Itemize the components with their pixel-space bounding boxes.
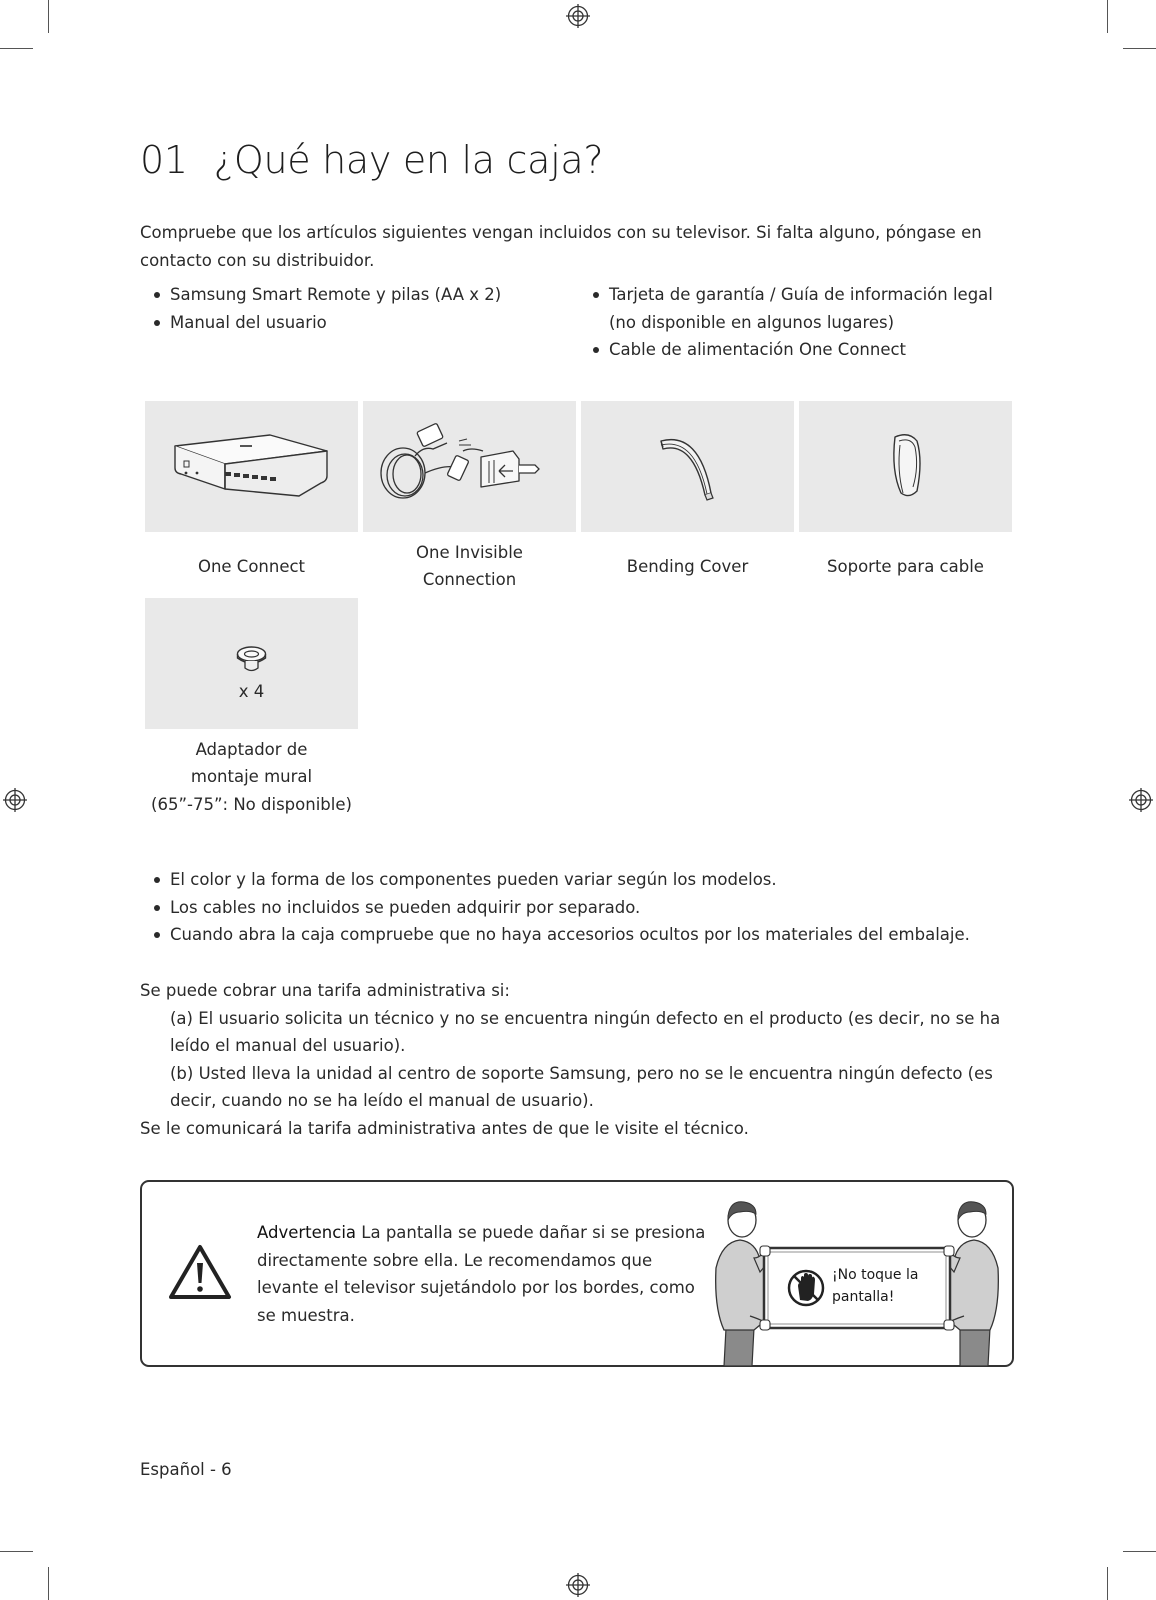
crop-mark [1123, 1551, 1156, 1552]
accessory-image [145, 401, 358, 532]
warning-heading: Advertencia [257, 1223, 357, 1242]
no-touch-icon [789, 1271, 823, 1305]
crop-mark [48, 1567, 49, 1600]
accessory-image [145, 598, 358, 729]
registration-mark-icon [3, 788, 27, 812]
registration-mark-icon [1129, 788, 1153, 812]
crop-mark [1107, 1567, 1108, 1600]
warning-body: La pantalla se puede dañar si se presiona directamente sobre ella. Le recomendamos que levante el televisor sujetándolo por los bordes, como se muestra. [257, 1223, 706, 1325]
fee-item-a: (a) El usuario solicita un técnico y no se encuentra ningún defecto en el producto (es decir, no se ha leído el manual del usuario). [170, 1008, 1001, 1055]
list-item: El color y la forma de los componentes pueden variar según los modelos. [140, 866, 1040, 894]
warning-text [257, 1219, 707, 1329]
fee-closing: Se le comunicará la tarifa administrativa antes de que le visite el técnico. [140, 1118, 749, 1138]
page-footer: Español - 6 [140, 1460, 232, 1479]
section-number: 01 [140, 138, 188, 182]
registration-mark-icon [566, 4, 590, 28]
list-item: Tarjeta de garantía / Guía de información legal (no disponible en algunos lugares) [579, 281, 1019, 336]
accessory-label: Soporte para cable [827, 557, 984, 576]
callout-line: pantalla! [832, 1289, 895, 1305]
accessory-label: Adaptador de montaje mural [190, 740, 313, 786]
crop-mark [0, 48, 33, 49]
accessory-label: One Invisible Connection [416, 543, 523, 589]
page-title [140, 138, 603, 182]
one-connect-box-icon [145, 401, 358, 532]
crop-mark [0, 1551, 33, 1552]
accessory-note: (65”-75”: No disponible) [151, 795, 352, 814]
section-title: ¿Qué hay en la caja? [213, 138, 604, 182]
intro-paragraph: Compruebe que los artículos siguientes vengan incluidos con su televisor. Si falta alguno, póngase en contacto con su distribuidor. [140, 223, 982, 270]
fee-intro: Se puede cobrar una tarifa administrativa si: [140, 981, 510, 1000]
fee-section [140, 977, 1040, 1142]
cable-icon [363, 401, 576, 532]
bending-cover-icon [581, 401, 794, 532]
registration-mark-icon [566, 1573, 590, 1597]
warning-triangle-icon [168, 1243, 232, 1301]
callout-line: ¡No toque la [832, 1267, 919, 1283]
crop-mark [1107, 0, 1108, 33]
list-item: Manual del usuario [140, 309, 560, 337]
included-items-list [579, 281, 1019, 364]
accessory-image [581, 401, 794, 532]
notes-list [140, 866, 1040, 949]
list-item: Samsung Smart Remote y pilas (AA x 2) [140, 281, 560, 309]
cable-holder-icon [799, 401, 1012, 532]
quantity-label: x 4 [238, 682, 265, 701]
accessory-image [799, 401, 1012, 532]
included-items-list [140, 281, 560, 336]
wall-mount-adapter-icon [145, 598, 358, 729]
list-item: Cable de alimentación One Connect [579, 336, 1019, 364]
crop-mark [1123, 48, 1156, 49]
crop-mark [48, 0, 49, 33]
fee-item-b: (b) Usted lleva la unidad al centro de soporte Samsung, pero no se le encuentra ningún defecto (es decir, cuando no se ha leído el manual de usuario). [170, 1063, 993, 1110]
list-item: Los cables no incluidos se pueden adquirir por separado. [140, 894, 1040, 922]
accessory-label: One Connect [197, 557, 306, 576]
accessory-label: Bending Cover [626, 557, 749, 576]
accessory-image [363, 401, 576, 532]
list-item: Cuando abra la caja compruebe que no haya accesorios ocultos por los materiales del embalaje. [140, 921, 1040, 949]
no-touch-callout [832, 1264, 918, 1308]
